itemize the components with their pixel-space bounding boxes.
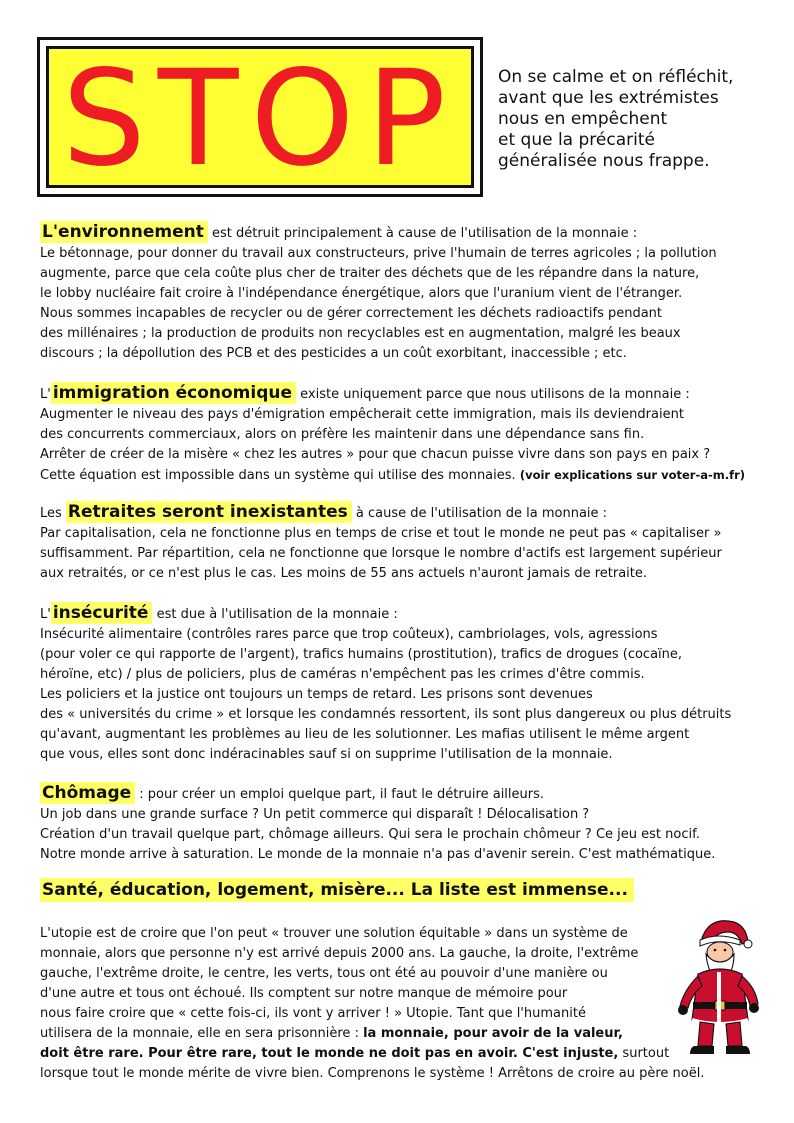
heading-highlight: Retraites seront inexistantes	[66, 501, 352, 523]
body-line: L'utopie est de croire que l'on peut « trouver une solution équitable » dans un système de	[40, 926, 628, 941]
body-text-bold: doit être rare. Pour être rare, tout le monde ne doit pas en avoir. C'est injuste,	[40, 1046, 619, 1061]
body-line: Insécurité alimentaire (contrôles rares parce que trop coûteux), cambriolages, vols, agressions	[40, 627, 658, 642]
stop-sign-panel	[46, 42, 474, 196]
intro-line: On se calme et on réfléchit,	[498, 67, 734, 87]
body-line: Par capitalisation, cela ne fonctionne plus en temps de crise et tout le monde ne peut pas « capitaliser »	[40, 526, 722, 541]
body-line: Notre monde arrive à saturation. Le monde de la monnaie n'a pas d'avenir serein. C'est mathématique.	[40, 847, 716, 862]
body-line: d'une autre et tous ont échoué. Ils comptent sur notre manque de mémoire pour	[40, 986, 568, 1001]
intro-line: généralisée nous frappe.	[498, 151, 710, 171]
body-line: des concurrents commerciaux, alors on préfère les maintenir dans une dépendance sans fin.	[40, 427, 645, 442]
body-line	[40, 465, 780, 486]
section-heading	[40, 502, 780, 524]
body-line: discours ; la dépollution des PCB et des pesticides a un coût exorbitant, inaccessible ; etc.	[40, 346, 627, 361]
intro-line: et que la précarité	[498, 130, 655, 150]
body-line: Nous sommes incapables de recycler ou de gérer correctement les déchets radioactifs pendant	[40, 306, 663, 321]
section-heading	[40, 783, 780, 805]
heading-suffix: est détruit principalement à cause de l'utilisation de la monnaie :	[207, 226, 638, 241]
intro-line: avant que les extrémistes	[498, 88, 719, 108]
body-line: Arrêter de créer de la misère « chez les autres » pour que chacun puisse vivre dans son pays en paix ?	[40, 447, 711, 462]
body-line: héroïne, etc) / plus de policiers, plus de caméras n'empêchent pas les crimes d'être commis.	[40, 667, 645, 682]
source-note: (voir explications sur voter-a-m.fr)	[519, 468, 746, 482]
body-line: augmente, parce que cela coûte plus cher de traiter des déchets que de les répandre dans la nature,	[40, 266, 700, 281]
body-line: des « universités du crime » et lorsque les condamnés ressortent, ils sont plus dangereux ou plus détruits	[40, 707, 732, 722]
heading-prefix: Les	[40, 506, 66, 521]
heading-highlight: immigration économique	[51, 382, 296, 404]
section-heading	[40, 383, 780, 405]
heading-suffix: existe uniquement parce que nous utilisons de la monnaie :	[296, 387, 690, 402]
stop-sign	[37, 37, 483, 197]
section-liste	[40, 878, 780, 902]
heading-suffix: : pour créer un emploi quelque part, il faut le détruire ailleurs.	[135, 787, 545, 802]
body-text-bold: la monnaie, pour avoir de la valeur,	[363, 1026, 623, 1041]
body-line: aux retraités, or ce n'est plus le cas. Les moins de 55 ans actuels n'auront jamais de retraite.	[40, 566, 648, 581]
section-retraites	[40, 502, 780, 584]
body-line: Les policiers et la justice ont toujours un temps de retard. Les prisons sont devenues	[40, 687, 593, 702]
body-line: des millénaires ; la production de produits non recyclables est en augmentation, malgré les beaux	[40, 326, 681, 341]
section-heading	[40, 222, 780, 244]
body-line: (pour voler ce qui rapporte de l'argent), trafics humains (prostitution), trafics de drogues (cocaïne,	[40, 647, 683, 662]
section-immigration	[40, 383, 780, 486]
body-line: suffisamment. Par répartition, cela ne fonctionne que lorsque le nombre d'actifs est largement supérieur	[40, 546, 722, 561]
body-line: monnaie, alors que personne n'y est arrivé depuis 2000 ans. La gauche, la droite, l'extrême	[40, 946, 639, 961]
body-text: utilisera de la monnaie, elle en sera prisonnière :	[40, 1026, 364, 1041]
body-line: Un job dans une grande surface ? Un petit commerce qui disparaît ! Délocalisation ?	[40, 807, 590, 822]
body-line: le lobby nucléaire fait croire à l'indépendance énergétique, alors que l'uranium vient de l'étranger.	[40, 286, 683, 301]
heading-prefix: L'	[40, 607, 51, 622]
heading-highlight: Chômage	[40, 782, 135, 804]
intro-line: nous en empêchent	[498, 109, 668, 129]
body-line: Augmenter le niveau des pays d'émigration empêcherait cette immigration, mais ils deviendraient	[40, 407, 684, 422]
body-line: Le bétonnage, pour donner du travail aux constructeurs, prive l'humain de terres agricoles ; la pollution	[40, 246, 717, 261]
heading-highlight: insécurité	[51, 602, 153, 624]
body-line: Création d'un travail quelque part, chômage ailleurs. Qui sera le prochain chômeur ? Ce jeu est nocif.	[40, 827, 700, 842]
body-line: lorsque tout le monde mérite de vivre bien. Comprenons le système ! Arrêtons de croire au père noël.	[40, 1066, 705, 1081]
santa-claus-icon	[668, 912, 768, 1062]
section-chomage	[40, 783, 780, 865]
heading-suffix: à cause de l'utilisation de la monnaie :	[351, 506, 608, 521]
body-line: qu'avant, augmentant les problèmes au lieu de les solutionner. Les mafias utilisent le même argent	[40, 727, 690, 742]
section-environnement	[40, 222, 780, 364]
heading-suffix: est due à l'utilisation de la monnaie :	[152, 607, 398, 622]
section-heading	[40, 603, 780, 625]
body-line: gauche, l'extrême droite, le centre, les verts, tous ont été au pouvoir d'une manière ou	[40, 966, 608, 981]
body-text: Cette équation est impossible dans un système qui utilise des monnaies.	[40, 468, 516, 483]
intro-text	[498, 67, 788, 172]
body-line: nous faire croire que « cette fois-ci, ils vont y arriver ! » Utopie. Tant que l'humanité	[40, 1006, 586, 1021]
list-heading: Santé, éducation, logement, misère... La liste est immense...	[40, 878, 634, 902]
heading-highlight: L'environnement	[40, 221, 208, 243]
body-text: surtout	[618, 1046, 670, 1061]
stop-word: STOP	[62, 42, 458, 196]
heading-prefix: L'	[40, 387, 51, 402]
section-insecurite	[40, 603, 780, 765]
body-line: que vous, elles sont donc indéracinables sauf si on supprime l'utilisation de la monnaie.	[40, 747, 613, 762]
